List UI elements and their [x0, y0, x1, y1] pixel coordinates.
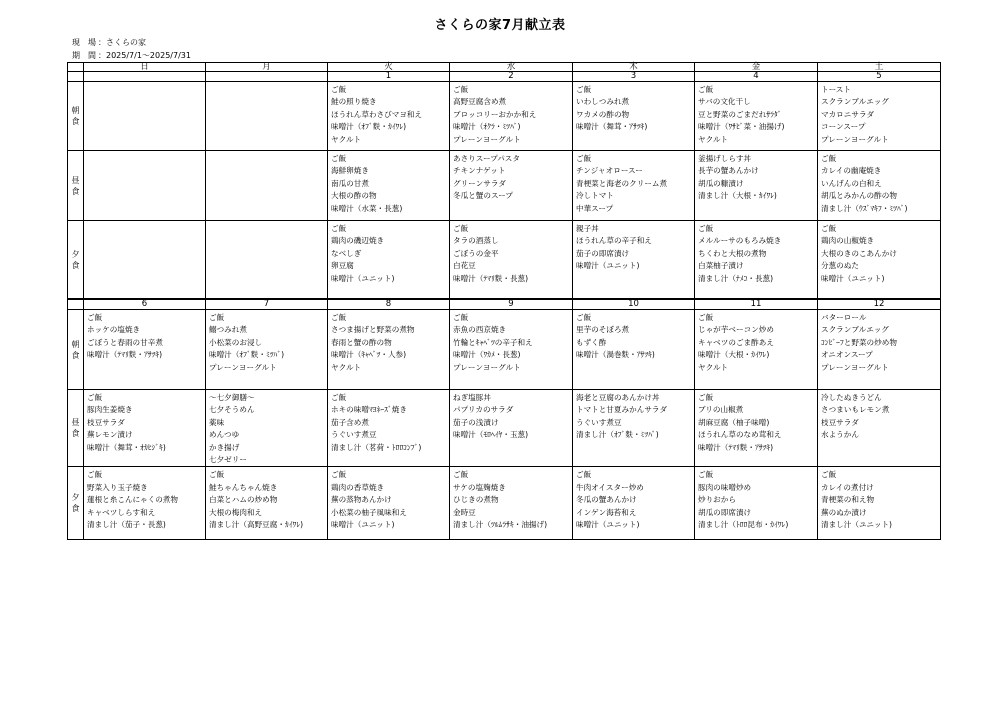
menu-item: 味噌汁（ﾜｻﾋﾞ菜・油揚げ)	[698, 122, 785, 132]
period-label: 期 間	[72, 51, 96, 60]
menu-item: ご飯	[87, 393, 103, 402]
menu-item: 味噌汁（ﾃﾏﾘ麩・長葱)	[453, 273, 529, 283]
menu-item: 冷したぬきうどん	[821, 393, 882, 402]
menu-cell	[206, 390, 328, 467]
lunch-row	[68, 390, 941, 467]
menu-cell	[573, 82, 695, 151]
breakfast-label: 朝食	[71, 106, 80, 126]
date-number	[206, 72, 328, 82]
menu-item: トマトと甘夏みかんサラダ	[576, 405, 668, 415]
menu-cell	[818, 82, 941, 151]
menu-item: 鮭ちゃんちゃん焼き	[209, 482, 278, 492]
menu-item: カレイの幽庵焼き	[821, 166, 882, 176]
menu-cell	[450, 221, 573, 300]
menu-item: プレーンヨーグルト	[821, 362, 889, 372]
menu-item: スクランブルエッグ	[821, 97, 889, 107]
menu-cell	[450, 82, 573, 151]
menu-item: ご飯	[698, 224, 714, 233]
menu-cell	[450, 467, 573, 540]
menu-item: サケの塩麹焼き	[453, 482, 506, 492]
date-number: 7	[206, 299, 328, 310]
menu-item: 金時豆	[453, 507, 476, 517]
menu-cell	[450, 310, 573, 390]
menu-item: 長芋の蟹あんかけ	[698, 166, 759, 176]
menu-item: 胡瓜とみかんの酢の物	[821, 191, 897, 201]
menu-item: かき揚げ	[209, 442, 240, 452]
menu-item: ご飯	[453, 470, 469, 480]
menu-item: ひじきの煮物	[453, 495, 499, 505]
menu-item: 大根の梅肉和え	[209, 507, 263, 517]
menu-item: ごぼうと春雨の甘辛煮	[87, 337, 163, 347]
menu-item: 青梗菜の和え物	[821, 495, 875, 505]
menu-item: メルルーサのもろみ焼き	[698, 236, 782, 246]
menu-item: ご飯	[331, 470, 347, 480]
day-header: 月	[206, 63, 328, 72]
menu-cell	[573, 221, 695, 300]
menu-item: 味噌汁（ユニット)	[821, 273, 885, 283]
menu-cell	[206, 151, 328, 221]
menu-item: めんつゆ	[209, 430, 240, 440]
menu-item: ブロッコリーおかか和え	[453, 109, 537, 119]
menu-cell	[84, 221, 206, 300]
day-header: 火	[328, 63, 450, 72]
menu-item: プレーンヨーグルト	[453, 134, 521, 144]
menu-cell	[695, 390, 818, 467]
menu-cell	[328, 390, 450, 467]
corner-cell	[68, 63, 84, 72]
breakfast-row	[68, 310, 941, 390]
menu-item: 味噌汁（舞茸・ｱｻﾂｷ)	[576, 122, 648, 132]
menu-item: 大根の酢の物	[331, 191, 377, 201]
menu-cell	[206, 310, 328, 390]
menu-item: ご飯	[576, 154, 592, 163]
menu-item: 釜揚げしらす丼	[698, 154, 752, 163]
menu-item: 味噌汁（ﾃﾏﾘ麩・ｱｻﾂｷ)	[87, 350, 163, 360]
menu-item: ご飯	[821, 154, 837, 163]
menu-cell	[206, 221, 328, 300]
menu-item: 茄子の即席漬け	[576, 248, 630, 258]
menu-cell	[573, 467, 695, 540]
menu-item: 味噌汁（ﾃﾏﾘ麩・ｱｻﾂｷ)	[698, 442, 774, 452]
menu-item: 白菜柚子漬け	[698, 261, 744, 271]
menu-item: キャベツしらす和え	[87, 507, 156, 517]
menu-item: いんげんの白和え	[821, 178, 882, 188]
menu-item: 清まし汁（茗荷・ﾄﾛﾛｺﾝﾌﾞ)	[331, 442, 422, 452]
menu-item: 清まし汁（ﾅﾒｺ・長葱)	[698, 273, 774, 283]
menu-item: 七夕そうめん	[209, 405, 255, 415]
menu-item: 竹輪とｷｬﾍﾞﾂの辛子和え	[453, 337, 533, 347]
day-header: 木	[573, 63, 695, 72]
menu-item: 胡瓜の糠漬け	[698, 178, 744, 188]
menu-item: ご飯	[698, 470, 714, 480]
menu-item: ご飯	[209, 470, 225, 480]
menu-item: 味噌汁（ｵﾌﾞ麩・ﾐﾂﾊﾞ)	[209, 350, 285, 360]
breakfast-label: 朝食	[71, 339, 80, 360]
menu-item: 味噌汁（ｵﾌﾞ麩・ｶｲﾜﾚ)	[331, 122, 407, 132]
period-line	[72, 51, 191, 61]
menu-item: 南瓜の甘煮	[331, 178, 369, 188]
menu-item: 蕪レモン漬け	[87, 430, 133, 440]
menu-cell	[818, 467, 941, 540]
menu-item: ごぼうの金平	[453, 248, 499, 258]
menu-item: 味噌汁（ｷｬﾍﾞﾂ・人参)	[331, 350, 407, 360]
menu-item: ご飯	[87, 470, 103, 480]
menu-item: プレーンヨーグルト	[209, 362, 277, 372]
breakfast-label-cell	[68, 82, 84, 151]
menu-item: ご飯	[209, 313, 225, 322]
menu-item: サバの文化干し	[698, 97, 751, 107]
menu-item: 春雨と蟹の酢の物	[331, 337, 392, 347]
menu-item: ご飯	[821, 224, 837, 233]
menu-cell	[84, 82, 206, 151]
menu-item: 蕪の蒸物あんかけ	[331, 495, 392, 505]
menu-cell	[573, 310, 695, 390]
menu-item: ホキの味噌ﾏﾖﾈｰｽﾞ焼き	[331, 405, 407, 415]
menu-item: 茄子の浅漬け	[453, 417, 499, 427]
location-value: ：さくらの家	[98, 38, 146, 47]
menu-item: 味噌汁（ﾜｶﾒ・長葱)	[453, 350, 521, 360]
menu-item: さつまいもレモン煮	[821, 405, 890, 415]
menu-item: さつま揚げと野菜の煮物	[331, 325, 415, 335]
menu-item: キャベツのごま酢あえ	[698, 337, 774, 347]
menu-item: ご飯	[453, 313, 469, 322]
menu-cell	[695, 221, 818, 300]
menu-item: 青梗菜と海老のクリーム煮	[576, 178, 668, 188]
menu-item: 清まし汁（ユニット)	[821, 520, 893, 530]
menu-item: 味噌汁（舞茸・ｵｶﾋｼﾞｷ)	[87, 442, 166, 452]
menu-item: バターロール	[821, 313, 867, 322]
menu-item: あさりスープパスタ	[453, 154, 520, 163]
menu-item: 胡瓜の即席漬け	[698, 507, 752, 517]
lunch-label-cell	[68, 151, 84, 221]
menu-item: ～七夕御膳～	[209, 393, 255, 402]
menu-item: チンジャオロースー	[576, 166, 643, 176]
lunch-label-cell	[68, 390, 84, 467]
date-row	[68, 299, 941, 310]
menu-item: 味噌汁（渦巻麩・ｱｻﾂｷ)	[576, 350, 655, 360]
date-row	[68, 72, 941, 82]
menu-cell	[695, 151, 818, 221]
menu-cell	[818, 221, 941, 300]
date-number	[84, 72, 206, 82]
menu-item: ワカメの酢の物	[576, 109, 630, 119]
menu-item: 清まし汁（ｳｽﾞﾏｷﾌ・ﾐﾂﾊﾞ)	[821, 203, 908, 213]
menu-cell	[328, 82, 450, 151]
menu-item: ご飯	[576, 313, 592, 322]
menu-item: 里芋のそぼろ煮	[576, 325, 630, 335]
menu-item: 海老と豆腐のあんかけ丼	[576, 393, 660, 402]
dinner-label: 夕食	[71, 493, 80, 514]
menu-item: ご飯	[453, 224, 469, 233]
menu-item: ホッケの塩焼き	[87, 325, 141, 335]
menu-cell	[328, 467, 450, 540]
menu-item: ほうれん草の辛子和え	[576, 236, 652, 246]
menu-cell	[818, 151, 941, 221]
menu-item: ご飯	[576, 85, 592, 94]
day-header: 土	[818, 63, 941, 72]
menu-item: ほうれん草わさびマヨ和え	[331, 109, 423, 119]
date-number: 8	[328, 299, 450, 310]
lunch-row	[68, 151, 941, 221]
dinner-label: 夕食	[71, 249, 80, 270]
menu-item: プレーンヨーグルト	[453, 362, 521, 372]
menu-item: もずく酢	[576, 337, 607, 347]
menu-cell	[206, 82, 328, 151]
menu-item: いわしつみれ煮	[576, 97, 630, 107]
menu-item: 豚肉の味噌炒め	[698, 482, 752, 492]
menu-table	[67, 62, 941, 540]
menu-item: うぐいす煮豆	[576, 417, 622, 427]
menu-item: ご飯	[331, 85, 347, 94]
menu-item: ご飯	[453, 85, 469, 94]
dinner-row	[68, 467, 941, 540]
menu-item: 鰯つみれ煮	[209, 325, 247, 335]
menu-item: ご飯	[331, 313, 347, 322]
menu-item: 清まし汁（ｵﾌﾞ麩・ﾐﾂﾊﾞ)	[576, 430, 659, 440]
menu-item: 茄子含め煮	[331, 417, 369, 427]
menu-item: 味噌汁（ユニット)	[331, 520, 395, 530]
day-header: 日	[84, 63, 206, 72]
menu-item: 薬味	[209, 417, 225, 427]
menu-item: 鮭の照り焼き	[331, 97, 377, 107]
menu-item: ご飯	[821, 470, 837, 480]
menu-item: ちくわと大根の煮物	[698, 248, 767, 258]
date-number: 5	[818, 72, 941, 82]
location-line	[72, 38, 146, 48]
menu-item: インゲン海苔和え	[576, 507, 637, 517]
menu-item: 味噌汁（水菜・長葱)	[331, 203, 403, 213]
menu-item: ご飯	[331, 224, 347, 233]
menu-cell	[573, 390, 695, 467]
date-number: 3	[573, 72, 695, 82]
location-label: 現 場	[72, 38, 96, 47]
menu-item: ご飯	[331, 393, 347, 402]
menu-item: 冬瓜の蟹あんかけ	[576, 495, 637, 505]
menu-item: グリーンサラダ	[453, 178, 506, 188]
menu-item: 清まし汁（ﾄﾛﾛ昆布・ｶｲﾜﾚ)	[698, 520, 789, 530]
menu-item: ご飯	[331, 154, 347, 163]
menu-item: じゃが芋ベーコン炒め	[698, 325, 774, 335]
menu-item: トースト	[821, 85, 851, 94]
date-number: 4	[695, 72, 818, 82]
menu-item: ご飯	[87, 313, 103, 322]
menu-cell	[328, 310, 450, 390]
day-header: 金	[695, 63, 818, 72]
menu-item: ねぎ塩豚丼	[453, 393, 491, 402]
menu-cell	[84, 467, 206, 540]
menu-item: コーンスープ	[821, 122, 866, 132]
day-header-row	[68, 63, 941, 72]
menu-item: 鶏肉の磯辺焼き	[331, 236, 385, 246]
date-number: 11	[695, 299, 818, 310]
menu-item: 蓮根と糸こんにゃくの煮物	[87, 495, 178, 505]
menu-item: 味噌汁（ﾓﾛﾍｲﾔ・玉葱)	[453, 430, 529, 440]
menu-item: 冬瓜と蟹のスープ	[453, 191, 513, 201]
menu-item: 小松菜の柚子風味和え	[331, 507, 407, 517]
menu-cell	[450, 390, 573, 467]
menu-item: 分葱のぬた	[821, 261, 859, 271]
menu-item: ヤクルト	[698, 134, 729, 144]
breakfast-row	[68, 82, 941, 151]
menu-item: 高野豆腐含め煮	[453, 97, 507, 107]
menu-item: ご飯	[698, 313, 714, 322]
menu-item: チキンナゲット	[453, 166, 506, 176]
menu-item: ほうれん草のなめ茸和え	[698, 430, 782, 440]
menu-item: 海鮮卵焼き	[331, 166, 369, 176]
menu-item: 赤魚の西京焼き	[453, 325, 507, 335]
menu-cell	[328, 151, 450, 221]
menu-item: 豆と野菜のごまだれｻﾗﾀﾞ	[698, 109, 782, 119]
menu-item: 卵豆腐	[331, 261, 354, 271]
menu-item: 味噌汁（ユニット)	[576, 261, 640, 271]
menu-cell	[84, 151, 206, 221]
menu-item: 野菜入り玉子焼き	[87, 482, 148, 492]
menu-cell	[84, 390, 206, 467]
dinner-label-cell	[68, 221, 84, 300]
menu-cell	[573, 151, 695, 221]
menu-cell	[450, 151, 573, 221]
menu-item: タラの酒蒸し	[453, 236, 499, 246]
date-number: 2	[450, 72, 573, 82]
menu-cell	[818, 390, 941, 467]
period-value: ：2025/7/1～2025/7/31	[98, 51, 191, 60]
menu-item: 枝豆サラダ	[821, 417, 859, 427]
menu-item: 清まし汁（大根・ｶｲﾜﾚ)	[698, 191, 777, 201]
menu-item: ご飯	[698, 393, 714, 402]
menu-item: ご飯	[576, 470, 592, 480]
menu-item: カレイの煮付け	[821, 482, 874, 492]
menu-item: 豚肉生姜焼き	[87, 405, 133, 415]
menu-cell	[328, 221, 450, 300]
lunch-label: 昼食	[71, 418, 80, 439]
menu-item: 鶏肉の山椒焼き	[821, 236, 875, 246]
dinner-row	[68, 221, 941, 300]
menu-item: 鶏肉の香草焼き	[331, 482, 385, 492]
menu-cell	[206, 467, 328, 540]
menu-item: ヤクルト	[698, 362, 729, 372]
menu-item: スクランブルエッグ	[821, 325, 889, 335]
menu-item: ヤクルト	[331, 134, 362, 144]
menu-item: 清まし汁（茄子・長葱)	[87, 520, 166, 530]
menu-item: ご飯	[698, 85, 714, 94]
date-number: 6	[84, 299, 206, 310]
menu-cell	[695, 467, 818, 540]
menu-item: オニオンスープ	[821, 350, 873, 360]
menu-item: 蕪のぬか漬け	[821, 507, 867, 517]
menu-cell	[818, 310, 941, 390]
menu-item: ブリの山椒煮	[698, 405, 744, 415]
menu-item: 炒りおから	[698, 495, 736, 505]
menu-item: ヤクルト	[331, 362, 362, 372]
menu-item: プレーンヨーグルト	[821, 134, 889, 144]
menu-item: 胡麻豆腐（柚子味噌)	[698, 417, 770, 427]
menu-item: 小松菜のお浸し	[209, 337, 263, 347]
date-row-label	[68, 72, 84, 82]
menu-item: 味噌汁（ｵｸﾗ・ﾐﾂﾊﾞ)	[453, 122, 521, 132]
menu-item: 親子丼	[576, 224, 599, 233]
menu-item: 白花豆	[453, 261, 476, 271]
menu-item: 味噌汁（大根・ｶｲﾜﾚ)	[698, 350, 770, 360]
day-header: 水	[450, 63, 573, 72]
menu-item: 大根のきのこあんかけ	[821, 248, 897, 258]
dinner-label-cell	[68, 467, 84, 540]
menu-item: 白菜とハムの炒め物	[209, 495, 278, 505]
menu-item: 枝豆サラダ	[87, 417, 125, 427]
menu-item: 清まし汁（ﾂﾙﾑﾗｻｷ・油揚げ)	[453, 520, 548, 530]
menu-cell	[695, 82, 818, 151]
menu-item: なべしぎ	[331, 248, 362, 258]
date-row-label	[68, 299, 84, 310]
menu-item: うぐいす煮豆	[331, 430, 377, 440]
menu-cell	[695, 310, 818, 390]
lunch-label: 昼食	[71, 175, 80, 196]
menu-item: 味噌汁（ユニット)	[331, 273, 395, 283]
menu-cell	[84, 310, 206, 390]
menu-item: 清まし汁（高野豆腐・ｶｲﾜﾚ)	[209, 520, 304, 530]
date-number: 12	[818, 299, 941, 310]
menu-item: 味噌汁（ユニット)	[576, 520, 640, 530]
menu-item: 水ようかん	[821, 430, 859, 440]
date-number: 1	[328, 72, 450, 82]
menu-item: 中華スープ	[576, 203, 614, 213]
date-number: 10	[573, 299, 695, 310]
menu-item: ｺﾝﾋﾞｰﾌと野菜の炒め物	[821, 337, 897, 347]
menu-item: パプリカのサラダ	[453, 405, 514, 415]
menu-item: 七夕ゼリー	[209, 455, 247, 465]
page-title: さくらの家7月献立表	[434, 18, 566, 33]
breakfast-label-cell	[68, 310, 84, 390]
menu-item: マカロニサラダ	[821, 109, 875, 119]
menu-item: 牛肉オイスター炒め	[576, 482, 644, 492]
date-number: 9	[450, 299, 573, 310]
menu-item: 冷しトマト	[576, 191, 614, 201]
